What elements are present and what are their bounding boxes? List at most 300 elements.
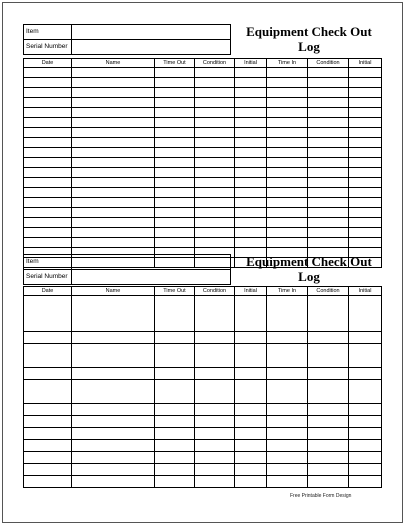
table-cell[interactable] — [195, 238, 235, 248]
table-cell[interactable] — [235, 188, 267, 198]
serial-number-field[interactable] — [72, 40, 231, 55]
table-cell[interactable] — [308, 188, 349, 198]
table-cell[interactable] — [24, 368, 72, 380]
table-row — [24, 228, 382, 238]
table-cell[interactable] — [349, 380, 382, 404]
table-cell[interactable] — [195, 168, 235, 178]
table-cell[interactable] — [24, 380, 72, 404]
table-cell[interactable] — [24, 108, 72, 118]
table-cell[interactable] — [235, 108, 267, 118]
table-cell[interactable] — [235, 296, 267, 332]
table-cell[interactable] — [349, 416, 382, 428]
table-cell[interactable] — [349, 178, 382, 188]
table-cell[interactable] — [267, 108, 308, 118]
table-cell[interactable] — [267, 138, 308, 148]
column-header: Condition — [195, 59, 235, 68]
table-cell[interactable] — [155, 332, 195, 344]
column-header: Time Out — [155, 287, 195, 296]
table-cell[interactable] — [235, 168, 267, 178]
table-cell[interactable] — [235, 452, 267, 464]
table-cell[interactable] — [72, 464, 155, 476]
table-cell[interactable] — [24, 68, 72, 78]
table-cell[interactable] — [267, 128, 308, 138]
table-cell[interactable] — [24, 332, 72, 344]
table-row — [24, 108, 382, 118]
table-cell[interactable] — [24, 344, 72, 368]
table-cell[interactable] — [308, 228, 349, 238]
table-cell[interactable] — [235, 88, 267, 98]
table-cell[interactable] — [349, 238, 382, 248]
table-cell[interactable] — [267, 228, 308, 238]
table-cell[interactable] — [267, 208, 308, 218]
table-cell[interactable] — [24, 440, 72, 452]
table-cell[interactable] — [308, 178, 349, 188]
table-cell[interactable] — [235, 138, 267, 148]
serial-number-label: Serial Number — [24, 270, 72, 285]
table-cell[interactable] — [72, 188, 155, 198]
table-cell[interactable] — [72, 98, 155, 108]
table-cell[interactable] — [155, 428, 195, 440]
table-cell[interactable] — [155, 416, 195, 428]
table-cell[interactable] — [195, 428, 235, 440]
table-row — [24, 380, 382, 404]
table-cell[interactable] — [267, 296, 308, 332]
table-cell[interactable] — [24, 238, 72, 248]
table-cell[interactable] — [195, 108, 235, 118]
table-cell[interactable] — [235, 428, 267, 440]
table-cell[interactable] — [308, 68, 349, 78]
table-row — [24, 296, 382, 332]
table-cell[interactable] — [267, 218, 308, 228]
table-cell[interactable] — [195, 464, 235, 476]
table-cell[interactable] — [308, 158, 349, 168]
table-cell[interactable] — [235, 158, 267, 168]
table-cell[interactable] — [267, 368, 308, 380]
table-cell[interactable] — [72, 452, 155, 464]
table-cell[interactable] — [308, 404, 349, 416]
table-cell[interactable] — [267, 380, 308, 404]
table-cell[interactable] — [308, 238, 349, 248]
table-cell[interactable] — [72, 238, 155, 248]
column-header: Initial — [235, 59, 267, 68]
table-cell[interactable] — [195, 296, 235, 332]
table-cell[interactable] — [155, 148, 195, 158]
table-cell[interactable] — [235, 98, 267, 108]
table-cell[interactable] — [155, 440, 195, 452]
table-cell[interactable] — [72, 148, 155, 158]
table-cell[interactable] — [267, 416, 308, 428]
table-cell[interactable] — [349, 148, 382, 158]
table-cell[interactable] — [155, 344, 195, 368]
table-cell[interactable] — [235, 404, 267, 416]
table-cell[interactable] — [349, 404, 382, 416]
table-cell[interactable] — [24, 208, 72, 218]
table-cell[interactable] — [72, 198, 155, 208]
footer-credit: Free Printable Form Design — [290, 493, 352, 499]
table-cell[interactable] — [195, 178, 235, 188]
table-row — [24, 476, 382, 488]
table-cell[interactable] — [195, 68, 235, 78]
table-row — [24, 428, 382, 440]
column-header: Condition — [308, 59, 349, 68]
table-cell[interactable] — [155, 68, 195, 78]
table-cell[interactable] — [72, 208, 155, 218]
table-cell[interactable] — [308, 98, 349, 108]
table-cell[interactable] — [24, 158, 72, 168]
table-cell[interactable] — [155, 98, 195, 108]
column-header: Condition — [195, 287, 235, 296]
table-cell[interactable] — [155, 158, 195, 168]
table-cell[interactable] — [349, 158, 382, 168]
table-cell[interactable] — [195, 158, 235, 168]
table-cell[interactable] — [155, 138, 195, 148]
table-cell[interactable] — [195, 416, 235, 428]
table-cell[interactable] — [72, 138, 155, 148]
table-cell[interactable] — [349, 368, 382, 380]
table-cell[interactable] — [155, 88, 195, 98]
table-cell[interactable] — [235, 416, 267, 428]
table-cell[interactable] — [308, 344, 349, 368]
table-cell[interactable] — [72, 108, 155, 118]
table-cell[interactable] — [195, 198, 235, 208]
table-cell[interactable] — [195, 380, 235, 404]
table-row — [24, 188, 382, 198]
table-cell[interactable] — [72, 218, 155, 228]
table-cell[interactable] — [155, 296, 195, 332]
item-label: Item — [24, 255, 72, 270]
table-cell[interactable] — [24, 296, 72, 332]
table-cell[interactable] — [235, 148, 267, 158]
table-cell[interactable] — [195, 476, 235, 488]
table-cell[interactable] — [235, 332, 267, 344]
table-cell[interactable] — [72, 428, 155, 440]
table-cell[interactable] — [267, 78, 308, 88]
table-cell[interactable] — [308, 148, 349, 158]
table-cell[interactable] — [195, 404, 235, 416]
table-cell[interactable] — [24, 228, 72, 238]
table-cell[interactable] — [267, 404, 308, 416]
table-cell[interactable] — [24, 416, 72, 428]
table-cell[interactable] — [349, 218, 382, 228]
table-cell[interactable] — [349, 168, 382, 178]
column-header: Initial — [349, 287, 382, 296]
table-cell[interactable] — [349, 188, 382, 198]
table-cell[interactable] — [267, 118, 308, 128]
table-cell[interactable] — [235, 228, 267, 238]
header-row — [24, 287, 382, 296]
table-cell[interactable] — [308, 168, 349, 178]
table-cell[interactable] — [72, 476, 155, 488]
table-cell[interactable] — [72, 78, 155, 88]
table-cell[interactable] — [155, 128, 195, 138]
table-cell[interactable] — [155, 452, 195, 464]
table-cell[interactable] — [72, 118, 155, 128]
table-cell[interactable] — [349, 296, 382, 332]
table-cell[interactable] — [24, 148, 72, 158]
table-row — [24, 416, 382, 428]
log-title: Equipment Check Out Log — [246, 24, 372, 54]
table-cell[interactable] — [267, 332, 308, 344]
table-cell[interactable] — [235, 198, 267, 208]
table-cell[interactable] — [155, 368, 195, 380]
table-cell[interactable] — [235, 218, 267, 228]
table-cell[interactable] — [195, 368, 235, 380]
table-cell[interactable] — [195, 208, 235, 218]
table-row — [24, 198, 382, 208]
table-cell[interactable] — [267, 188, 308, 198]
table-cell[interactable] — [235, 208, 267, 218]
table-cell[interactable] — [349, 464, 382, 476]
item-field[interactable] — [72, 25, 231, 40]
table-cell[interactable] — [72, 368, 155, 380]
table-cell[interactable] — [235, 178, 267, 188]
table-cell[interactable] — [349, 208, 382, 218]
item-label: Item — [24, 25, 72, 40]
table-row — [24, 452, 382, 464]
table-cell[interactable] — [235, 464, 267, 476]
table-cell[interactable] — [24, 218, 72, 228]
table-cell[interactable] — [24, 198, 72, 208]
table-cell[interactable] — [155, 188, 195, 198]
table-cell[interactable] — [349, 344, 382, 368]
table-cell[interactable] — [24, 452, 72, 464]
table-cell[interactable] — [349, 452, 382, 464]
table-cell[interactable] — [308, 380, 349, 404]
table-cell[interactable] — [155, 464, 195, 476]
table-cell[interactable] — [349, 198, 382, 208]
table-cell[interactable] — [267, 344, 308, 368]
serial-number-field[interactable] — [72, 270, 231, 285]
table-cell[interactable] — [195, 218, 235, 228]
table-cell[interactable] — [72, 344, 155, 368]
table-cell[interactable] — [349, 228, 382, 238]
table-cell[interactable] — [195, 452, 235, 464]
table-cell[interactable] — [235, 440, 267, 452]
table-cell[interactable] — [235, 128, 267, 138]
table-cell[interactable] — [24, 88, 72, 98]
table-cell[interactable] — [308, 452, 349, 464]
column-header: Date — [24, 59, 72, 68]
table-row — [24, 128, 382, 138]
table-cell[interactable] — [195, 332, 235, 344]
table-cell[interactable] — [72, 416, 155, 428]
table-cell[interactable] — [195, 98, 235, 108]
table-row — [24, 404, 382, 416]
table-cell[interactable] — [308, 138, 349, 148]
table-cell[interactable] — [155, 168, 195, 178]
table-cell[interactable] — [195, 344, 235, 368]
table-cell[interactable] — [155, 78, 195, 88]
table-cell[interactable] — [24, 178, 72, 188]
table-cell[interactable] — [195, 228, 235, 238]
table-cell[interactable] — [267, 148, 308, 158]
table-cell[interactable] — [267, 476, 308, 488]
table-cell[interactable] — [235, 344, 267, 368]
table-cell[interactable] — [308, 464, 349, 476]
table-cell[interactable] — [235, 476, 267, 488]
table-cell[interactable] — [155, 208, 195, 218]
table-cell[interactable] — [24, 476, 72, 488]
table-cell[interactable] — [195, 78, 235, 88]
table-cell[interactable] — [235, 380, 267, 404]
table-cell[interactable] — [349, 68, 382, 78]
table-row — [24, 344, 382, 368]
table-cell[interactable] — [308, 440, 349, 452]
table-cell[interactable] — [195, 118, 235, 128]
table-cell[interactable] — [24, 464, 72, 476]
table-cell[interactable] — [349, 332, 382, 344]
table-cell[interactable] — [308, 88, 349, 98]
table-cell[interactable] — [72, 332, 155, 344]
table-cell[interactable] — [308, 416, 349, 428]
table-cell[interactable] — [235, 118, 267, 128]
table-cell[interactable] — [195, 148, 235, 158]
table-cell[interactable] — [72, 158, 155, 168]
table-cell[interactable] — [24, 98, 72, 108]
table-cell[interactable] — [24, 118, 72, 128]
column-header: Time In — [267, 59, 308, 68]
table-row — [24, 368, 382, 380]
header-row — [24, 59, 382, 68]
log-title: Equipment Check Out Log — [246, 254, 372, 284]
table-cell[interactable] — [155, 238, 195, 248]
column-header: Time Out — [155, 59, 195, 68]
column-header: Name — [72, 287, 155, 296]
table-cell[interactable] — [308, 198, 349, 208]
table-cell[interactable] — [308, 368, 349, 380]
table-cell[interactable] — [195, 138, 235, 148]
table-cell[interactable] — [267, 238, 308, 248]
table-cell[interactable] — [24, 168, 72, 178]
table-cell[interactable] — [349, 118, 382, 128]
table-cell[interactable] — [155, 404, 195, 416]
table-cell[interactable] — [195, 188, 235, 198]
table-cell[interactable] — [72, 68, 155, 78]
table-cell[interactable] — [72, 380, 155, 404]
table-cell[interactable] — [349, 428, 382, 440]
table-row — [24, 218, 382, 228]
table-cell[interactable] — [195, 128, 235, 138]
column-header: Initial — [235, 287, 267, 296]
table-cell[interactable] — [155, 228, 195, 238]
table-cell[interactable] — [155, 198, 195, 208]
table-row — [24, 208, 382, 218]
table-cell[interactable] — [155, 476, 195, 488]
table-cell[interactable] — [349, 128, 382, 138]
table-cell[interactable] — [155, 118, 195, 128]
table-cell[interactable] — [72, 404, 155, 416]
column-header: Date — [24, 287, 72, 296]
column-header: Condition — [308, 287, 349, 296]
table-cell[interactable] — [267, 68, 308, 78]
table-cell[interactable] — [349, 476, 382, 488]
table-row — [24, 238, 382, 248]
table-cell[interactable] — [195, 88, 235, 98]
table-cell[interactable] — [267, 178, 308, 188]
table-cell[interactable] — [349, 88, 382, 98]
table-cell[interactable] — [155, 108, 195, 118]
table-row — [24, 88, 382, 98]
serial-number-label: Serial Number — [24, 40, 72, 55]
table-cell[interactable] — [308, 118, 349, 128]
table-cell[interactable] — [72, 88, 155, 98]
table-row — [24, 68, 382, 78]
column-header: Name — [72, 59, 155, 68]
table-cell[interactable] — [72, 178, 155, 188]
table-row — [24, 78, 382, 88]
table-cell[interactable] — [235, 368, 267, 380]
item-info-box — [23, 254, 231, 285]
log-table — [23, 286, 382, 488]
log-table — [23, 58, 382, 268]
table-cell[interactable] — [72, 128, 155, 138]
table-cell[interactable] — [267, 98, 308, 108]
table-cell[interactable] — [267, 440, 308, 452]
table-cell[interactable] — [349, 108, 382, 118]
table-cell[interactable] — [155, 218, 195, 228]
table-cell[interactable] — [155, 178, 195, 188]
table-row — [24, 118, 382, 128]
table-cell[interactable] — [308, 208, 349, 218]
table-cell[interactable] — [235, 68, 267, 78]
table-row — [24, 440, 382, 452]
table-cell[interactable] — [72, 440, 155, 452]
table-cell[interactable] — [24, 138, 72, 148]
table-cell[interactable] — [308, 108, 349, 118]
table-cell[interactable] — [267, 88, 308, 98]
table-cell[interactable] — [308, 332, 349, 344]
item-field[interactable] — [72, 255, 231, 270]
column-header: Initial — [349, 59, 382, 68]
table-cell[interactable] — [308, 218, 349, 228]
table-cell[interactable] — [308, 296, 349, 332]
table-cell[interactable] — [349, 98, 382, 108]
item-info-box — [23, 24, 231, 55]
table-cell[interactable] — [235, 238, 267, 248]
column-header: Time In — [267, 287, 308, 296]
table-row — [24, 464, 382, 476]
table-cell[interactable] — [308, 128, 349, 138]
table-cell[interactable] — [195, 440, 235, 452]
table-cell[interactable] — [24, 404, 72, 416]
table-cell[interactable] — [308, 428, 349, 440]
table-cell[interactable] — [235, 78, 267, 88]
table-cell[interactable] — [349, 440, 382, 452]
table-row — [24, 158, 382, 168]
table-row — [24, 168, 382, 178]
table-cell[interactable] — [267, 428, 308, 440]
table-row — [24, 98, 382, 108]
table-cell[interactable] — [267, 168, 308, 178]
table-cell[interactable] — [155, 380, 195, 404]
table-cell[interactable] — [308, 476, 349, 488]
table-cell[interactable] — [24, 428, 72, 440]
table-cell[interactable] — [349, 78, 382, 88]
table-cell[interactable] — [267, 158, 308, 168]
table-row — [24, 332, 382, 344]
table-cell[interactable] — [267, 452, 308, 464]
table-cell[interactable] — [72, 168, 155, 178]
table-cell[interactable] — [72, 228, 155, 238]
table-cell[interactable] — [24, 128, 72, 138]
table-cell[interactable] — [267, 198, 308, 208]
table-cell[interactable] — [267, 464, 308, 476]
table-cell[interactable] — [72, 296, 155, 332]
table-cell[interactable] — [24, 78, 72, 88]
table-cell[interactable] — [24, 188, 72, 198]
table-cell[interactable] — [349, 138, 382, 148]
table-cell[interactable] — [308, 78, 349, 88]
